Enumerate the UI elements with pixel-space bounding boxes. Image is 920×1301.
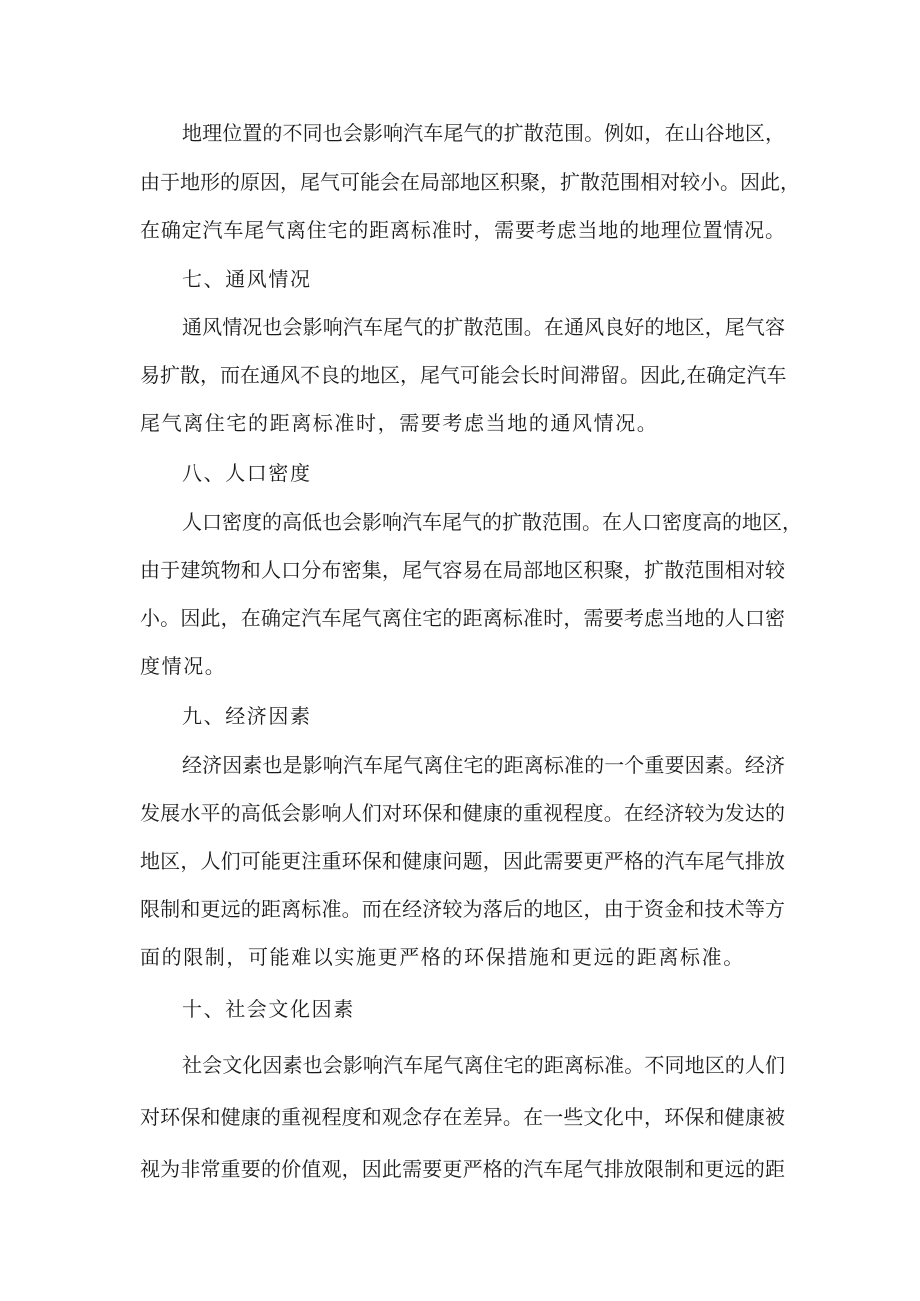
paragraph-line: 由于地形的原因，尾气可能会在局部地区积聚，扩散范围相对较小。因此， [140,170,800,194]
paragraph-line: 人口密度的高低也会影响汽车尾气的扩散范围。在人口密度高的地区， [182,510,802,534]
section-heading-social-culture: 十、社会文化因素 [182,997,355,1021]
paragraph-line: 社会文化因素也会影响汽车尾气离住宅的距离标准。不同地区的人们 [182,1053,785,1077]
paragraph-line: 度情况。 [140,654,227,678]
paragraph-line: 通风情况也会影响汽车尾气的扩散范围。在通风良好的地区，尾气容 [182,315,785,339]
paragraph-line: 对环保和健康的重视程度和观念存在差异。在一些文化中，环保和健康被 [140,1105,785,1129]
section-heading-economic-factors: 九、经济因素 [182,704,312,728]
paragraph-line: 易扩散，而在通风不良的地区，尾气可能会长时间滞留。因此,在确定汽车 [140,363,787,387]
paragraph-line: 尾气离住宅的距离标准时，需要考虑当地的通风情况。 [140,411,659,435]
paragraph-line: 发展水平的高低会影响人们对环保和健康的重视程度。在经济较为发达的 [140,801,785,825]
paragraph-line: 小。因此，在确定汽车尾气离住宅的距离标准时，需要考虑当地的人口密 [140,606,785,630]
section-heading-ventilation: 七、通风情况 [182,267,312,291]
paragraph-line: 面的限制，可能难以实施更严格的环保措施和更远的距离标准。 [140,945,745,969]
paragraph-line: 经济因素也是影响汽车尾气离住宅的距离标准的一个重要因素。经济 [182,753,785,777]
section-heading-population-density: 八、人口密度 [182,461,312,485]
paragraph-line: 限制和更远的距离标准。而在经济较为落后的地区，由于资金和技术等方 [140,897,785,921]
paragraph-line: 地区，人们可能更注重环保和健康问题，因此需要更严格的汽车尾气排放 [140,849,785,873]
paragraph-line: 由于建筑物和人口分布密集，尾气容易在局部地区积聚，扩散范围相对较 [140,558,785,582]
paragraph-line: 在确定汽车尾气离住宅的距离标准时，需要考虑当地的地理位置情况。 [140,218,785,242]
paragraph-line: 视为非常重要的价值观，因此需要更严格的汽车尾气排放限制和更远的距 [140,1157,785,1181]
paragraph-line: 地理位置的不同也会影响汽车尾气的扩散范围。例如，在山谷地区， [182,121,785,145]
